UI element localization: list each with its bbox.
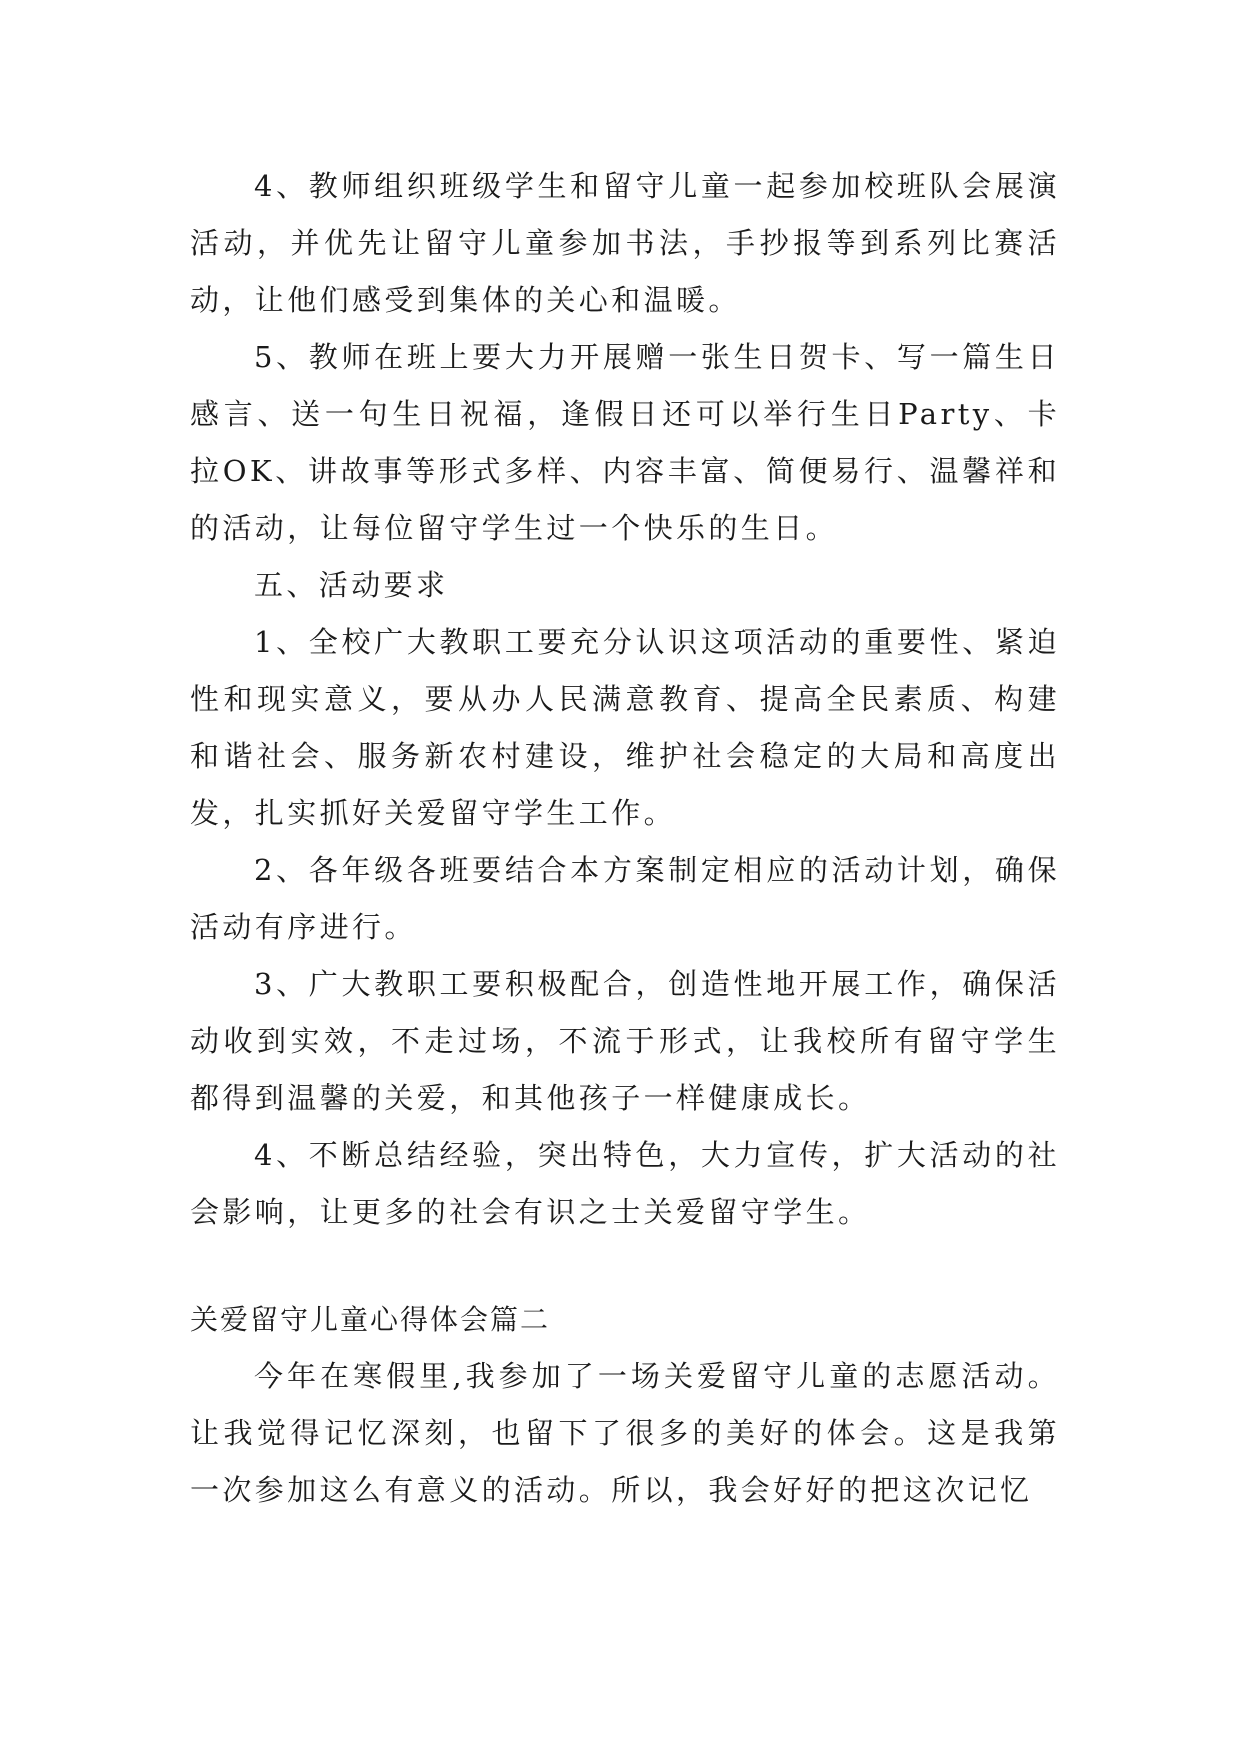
paragraph-activity-4: 4、教师组织班级学生和留守儿童一起参加校班队会展演活动，并优先让留守儿童参加书法，手抄报等到系列比赛活动，让他们感受到集体的关心和温暖。 xyxy=(190,169,1060,317)
article-paragraph: 今年在寒假里,我参加了一场关爱留守儿童的志愿活动。让我觉得记忆深刻，也留下了很多的美好的体会。这是我第一次参加这么有意义的活动。所以，我会好好的把这次记忆 xyxy=(190,1359,1060,1507)
article-title xyxy=(190,1291,1060,1348)
document-body xyxy=(190,158,1060,1519)
article-subtitle: 篇二 xyxy=(490,1303,551,1336)
requirement-1: 1、全校广大教职工要充分认识这项活动的重要性、紧迫性和现实意义，要从办人民满意教育、提高全民素质、构建和谐社会、服务新农村建设，维护社会稳定的大局和高度出发，扎实抓好关爱留守学生工作。 xyxy=(190,625,1060,830)
requirement-2: 2、各年级各班要结合本方案制定相应的活动计划，确保活动有序进行。 xyxy=(190,853,1060,944)
section-heading: 五、活动要求 xyxy=(254,568,449,602)
requirement-3: 3、广大教职工要积极配合，创造性地开展工作，确保活动收到实效，不走过场，不流于形式，让我校所有留守学生都得到温馨的关爱，和其他孩子一样健康成长。 xyxy=(190,967,1060,1115)
paragraph-activity-5: 5、教师在班上要大力开展赠一张生日贺卡、写一篇生日感言、送一句生日祝福，逢假日还可以举行生日Party、卡拉OK、讲故事等形式多样、内容丰富、简便易行、温馨祥和的活动，让每位留守学生过一个快乐的生日。 xyxy=(190,340,1060,545)
requirement-4: 4、不断总结经验，突出特色，大力宣传，扩大活动的社会影响，让更多的社会有识之士关爱留守学生。 xyxy=(190,1138,1060,1229)
article-title-text: 关爱留守儿童心得体会 xyxy=(190,1303,491,1336)
